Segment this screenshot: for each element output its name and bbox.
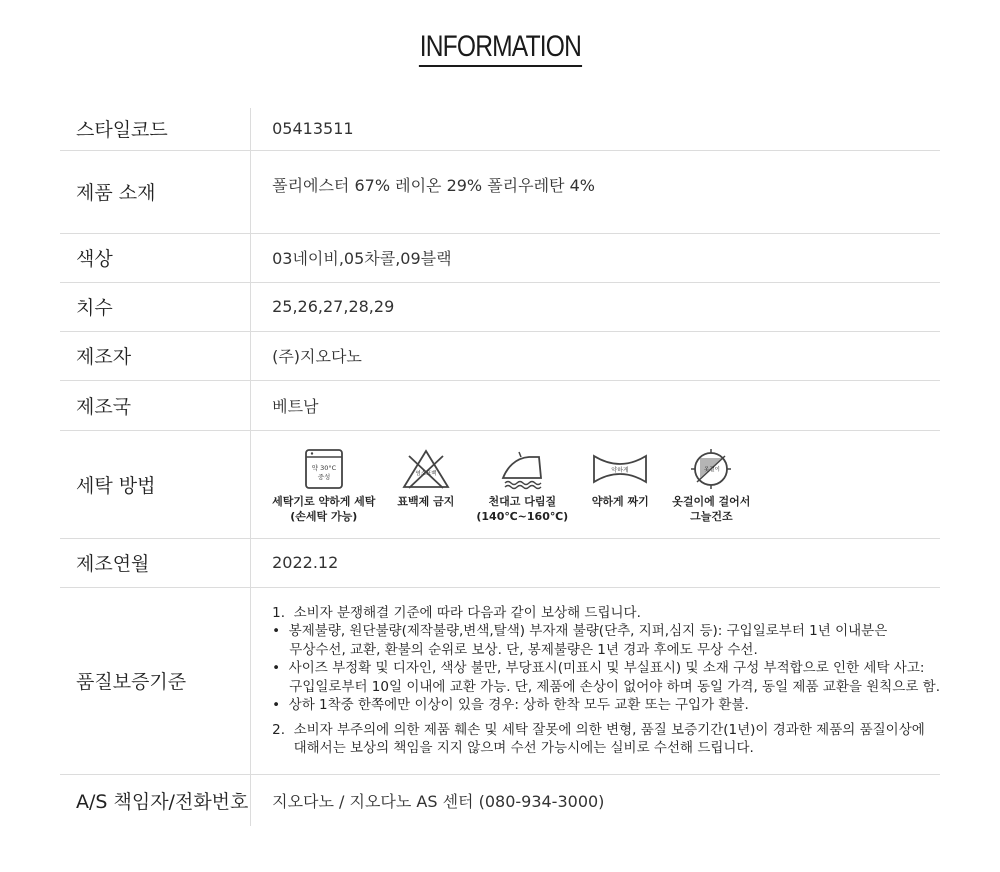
- value-maker: (주)지오다노: [251, 331, 940, 380]
- warranty-line: 2. 소비자 부주의에 의한 제품 훼손 및 세탁 잘못에 의한 변형, 품질 보증기간(1년)이 경과한 제품의 품질이상에: [272, 721, 925, 738]
- row-size: [60, 282, 940, 331]
- row-country: [60, 380, 940, 430]
- no-bleach-icon: [401, 448, 451, 490]
- row-date: [60, 538, 940, 587]
- care-caption-no-bleach: 표백제 금지: [397, 495, 455, 508]
- label-color: 색상: [60, 233, 251, 282]
- label-as: A/S 책임자/전화번호: [60, 774, 251, 826]
- machine-wash-neutral: 중성: [317, 473, 331, 481]
- wring-text: 약하게: [611, 467, 629, 474]
- machine-wash-icon: [302, 448, 346, 490]
- row-material: [60, 150, 940, 233]
- hang-dry-icon: [687, 448, 735, 490]
- care-caption-iron: 천대고 다림질 (140℃~160℃): [476, 495, 569, 523]
- label-material: 제품 소재: [60, 150, 251, 233]
- label-size: 치수: [60, 282, 251, 331]
- care-item-wring: [590, 448, 650, 509]
- warranty-line: 구입일로부터 10일 이내에 교환 가능. 단, 제품에 손상이 없어야 하며 동일 가격, 동일 제품 교환을 원칙으로 함.: [272, 678, 940, 695]
- wring-gently-icon: [590, 448, 650, 490]
- value-style-code: 05413511: [251, 108, 940, 150]
- value-country: 베트남: [251, 380, 940, 430]
- row-maker: [60, 331, 940, 380]
- row-warranty: [60, 587, 940, 774]
- value-date: 2022.12: [251, 538, 940, 587]
- warranty-line: 1. 소비자 분쟁해결 기준에 따라 다음과 같이 보상해 드립니다.: [272, 604, 641, 621]
- row-color: [60, 233, 940, 282]
- info-table: [60, 108, 940, 826]
- care-caption-hang-dry: 옷걸이에 걸어서 그늘건조: [672, 495, 751, 523]
- value-size: 25,26,27,28,29: [251, 282, 940, 331]
- care-icons: [272, 444, 940, 524]
- label-style-code: 스타일코드: [60, 108, 251, 150]
- row-washing: [60, 430, 940, 538]
- care-item-machine-wash: [272, 448, 375, 524]
- page-title: INFORMATION: [418, 30, 581, 67]
- warranty-line: • 사이즈 부정확 및 디자인, 색상 불만, 부당표시(미표시 및 부실표시) 및 소재 구성 부적합으로 인한 세탁 사고:: [272, 660, 925, 676]
- care-item-iron: [476, 448, 568, 524]
- page-title-wrap: [0, 30, 1000, 67]
- value-washing: [251, 430, 940, 538]
- iron-icon: [497, 448, 547, 490]
- label-warranty: 품질보증기준: [60, 587, 251, 774]
- machine-wash-temp: 약 30°C: [311, 464, 336, 472]
- care-item-no-bleach: [397, 448, 454, 509]
- warranty-line: 대해서는 보상의 책임을 지지 않으며 수선 가능시에는 실비로 수선해 드립니다.: [272, 740, 754, 756]
- hang-dry-text: 옷걸이: [704, 467, 721, 473]
- care-item-hang-dry: [672, 448, 750, 524]
- row-as: [60, 774, 940, 826]
- value-as: 지오다노 / 지오다노 AS 센터 (080-934-3000): [272, 791, 605, 811]
- warranty-line: 무상수선, 교환, 환불의 순위로 보상. 단, 봉제불량은 1년 경과 후에도 무상 수선.: [272, 641, 758, 658]
- label-date: 제조연월: [60, 538, 251, 587]
- label-maker: 제조자: [60, 331, 251, 380]
- label-washing: 세탁 방법: [60, 430, 251, 538]
- label-country: 제조국: [60, 380, 251, 430]
- warranty-line: • 상하 1착중 한쪽에만 이상이 있을 경우: 상하 한착 모두 교환 또는 구입가 환불.: [272, 697, 749, 713]
- value-warranty: [251, 587, 940, 774]
- row-style-code: [60, 108, 940, 150]
- value-material: 폴리에스터 67% 레이온 29% 폴리우레탄 4%: [251, 150, 940, 233]
- warranty-line: • 봉제불량, 원단불량(제작불량,변색,탈색) 부자재 불량(단추, 지퍼,심지 등): 구입일로부터 1년 이내분은: [272, 623, 888, 639]
- care-caption-machine-wash: 세탁기로 약하게 세탁 (손세탁 가능): [272, 495, 376, 523]
- warranty-text: [272, 602, 940, 760]
- care-caption-wring: 약하게 짜기: [591, 495, 649, 508]
- value-color: 03네이비,05차콜,09블랙: [251, 233, 940, 282]
- no-bleach-text: 염소표백: [415, 471, 437, 477]
